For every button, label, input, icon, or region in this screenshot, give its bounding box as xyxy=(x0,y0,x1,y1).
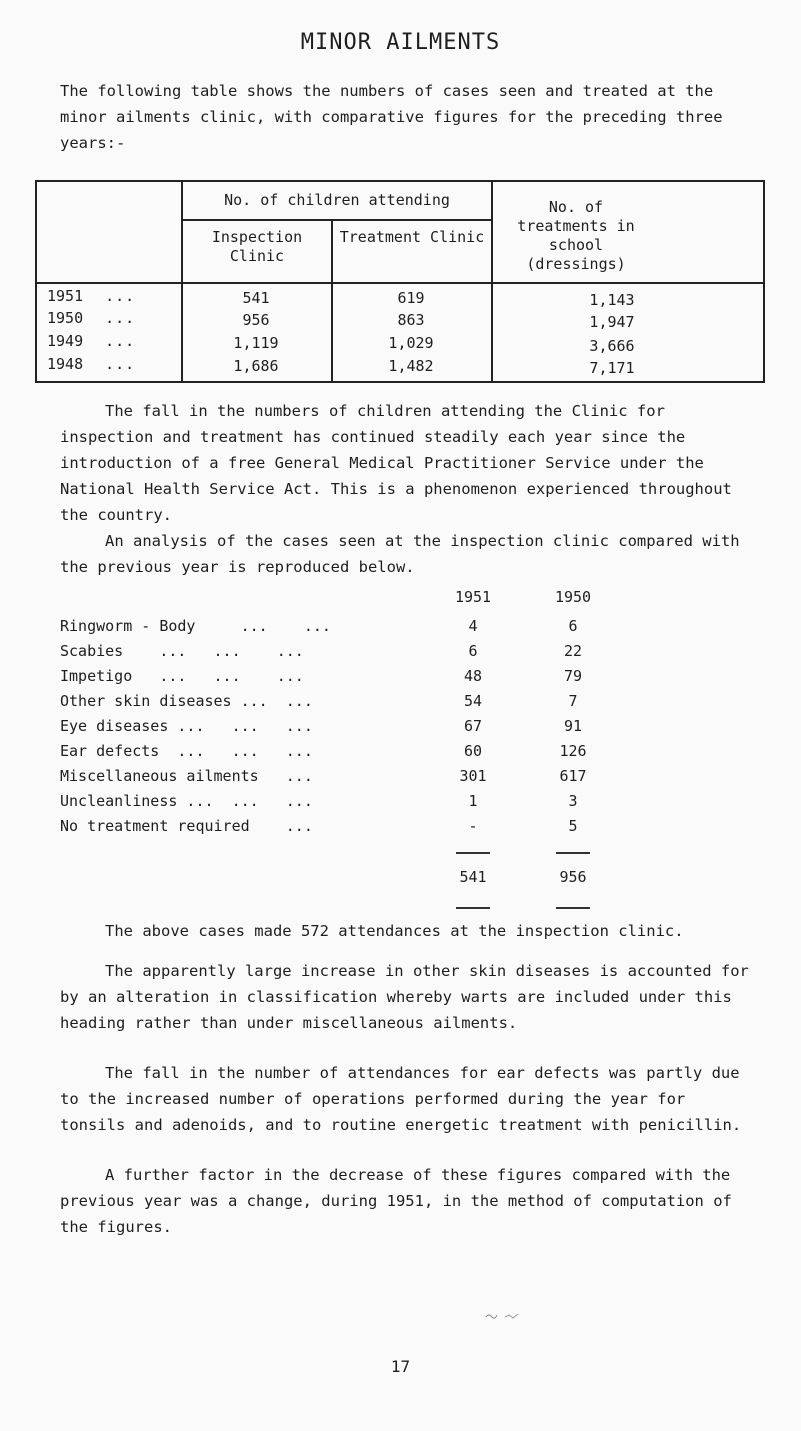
header-treatment-clinic: Treatment Clinic xyxy=(339,228,485,246)
table-divider xyxy=(37,282,763,284)
table-row-year: 1949 ... xyxy=(47,332,136,350)
table-row xyxy=(60,817,620,841)
intro-paragraph: The following table shows the numbers of cases seen and treated at the minor ailments clinic, with comparative figures for the preceding three years:- xyxy=(60,82,723,152)
inspection-value: 1,119 xyxy=(233,334,279,352)
table-row xyxy=(60,617,620,641)
analysis-paragraph: An analysis of the cases seen at the inspection clinic compared with the previous year is reproduced below. xyxy=(60,532,740,576)
school-value: 7,171 xyxy=(589,359,635,377)
analysis-table-header xyxy=(60,588,620,612)
attendance-table xyxy=(35,180,765,383)
value-1951: 54 xyxy=(463,692,483,710)
school-value: 1,143 xyxy=(589,291,635,309)
value-1951: - xyxy=(468,817,478,835)
sum-rule xyxy=(556,907,590,909)
header-children-attending: No. of children attending xyxy=(224,191,450,209)
header-school-treatments: No. of treatments in school (dressings) xyxy=(517,198,635,273)
attendances-paragraph: The above cases made 572 attendances at the inspection clinic. xyxy=(105,922,684,940)
value-1950: 126 xyxy=(559,742,587,760)
inspection-value: 541 xyxy=(242,289,270,307)
inspection-value: 956 xyxy=(242,311,270,329)
treatment-value: 863 xyxy=(397,311,425,329)
table-row-year: 1950 ... xyxy=(47,309,136,327)
row-label: Ear defects ... ... ... xyxy=(60,742,313,760)
column-1950: 1950 xyxy=(554,588,592,606)
inspection-value: 1,686 xyxy=(233,357,279,375)
table-row xyxy=(60,767,620,791)
value-1951: 4 xyxy=(468,617,478,635)
table-row xyxy=(60,742,620,766)
table-row xyxy=(60,642,620,666)
table-row xyxy=(60,667,620,691)
value-1950: 22 xyxy=(563,642,583,660)
table-row-year: 1951 ... xyxy=(47,287,136,305)
row-label: Scabies ... ... ... xyxy=(60,642,304,660)
value-1950: 79 xyxy=(563,667,583,685)
row-label: Other skin diseases ... ... xyxy=(60,692,313,710)
value-1951: 48 xyxy=(463,667,483,685)
ear-defects-paragraph: The fall in the number of attendances for ear defects was partly due to the increased number of operations performed during the year for tonsils and adenoids, and to routine energetic treatment with penicillin. xyxy=(60,1064,742,1134)
table-row xyxy=(60,792,620,816)
total-1951: 541 xyxy=(459,868,487,886)
sum-rule xyxy=(556,852,590,854)
table-row xyxy=(60,717,620,741)
treatment-value: 1,482 xyxy=(388,357,434,375)
row-label: Impetigo ... ... ... xyxy=(60,667,304,685)
value-1950: 6 xyxy=(568,617,578,635)
value-1950: 5 xyxy=(568,817,578,835)
school-value: 1,947 xyxy=(589,313,635,331)
row-label: Miscellaneous ailments ... xyxy=(60,767,313,785)
value-1951: 301 xyxy=(459,767,487,785)
value-1951: 60 xyxy=(463,742,483,760)
page-number: 17 xyxy=(390,1357,411,1376)
row-label: Eye diseases ... ... ... xyxy=(60,717,313,735)
total-1950: 956 xyxy=(559,868,587,886)
treatment-value: 1,029 xyxy=(388,334,434,352)
sum-rule xyxy=(456,852,490,854)
table-row-year: 1948 ... xyxy=(47,355,136,373)
treatment-value: 619 xyxy=(397,289,425,307)
stray-mark xyxy=(485,1312,521,1322)
row-label: Uncleanliness ... ... ... xyxy=(60,792,313,810)
table-divider xyxy=(181,219,491,221)
school-value: 3,666 xyxy=(589,337,635,355)
value-1950: 7 xyxy=(568,692,578,710)
row-label: Ringworm - Body ... ... xyxy=(60,617,331,635)
column-1951: 1951 xyxy=(454,588,492,606)
value-1950: 91 xyxy=(563,717,583,735)
further-factor-paragraph: A further factor in the decrease of these figures compared with the previous year was a change, during 1951, in the method of computation of the figures. xyxy=(60,1166,732,1236)
table-row xyxy=(60,692,620,716)
header-inspection-clinic: Inspection Clinic xyxy=(211,228,303,265)
value-1951: 67 xyxy=(463,717,483,735)
page-title: MINOR AILMENTS xyxy=(300,30,501,55)
sum-rule xyxy=(456,907,490,909)
value-1951: 6 xyxy=(468,642,478,660)
row-label: No treatment required ... xyxy=(60,817,313,835)
value-1951: 1 xyxy=(468,792,478,810)
fall-paragraph: The fall in the numbers of children attending the Clinic for inspection and treatment has continued steadily each year since the introduction of a free General Medical Practitioner Service under the National Health Service Act. This is a phenomenon experienced throughout the country. xyxy=(60,402,732,524)
value-1950: 617 xyxy=(559,767,587,785)
totals-row xyxy=(60,868,620,892)
value-1950: 3 xyxy=(568,792,578,810)
skin-diseases-paragraph: The apparently large increase in other skin diseases is accounted for by an alteration in classification whereby warts are included under this heading rather than under miscellaneous ailments. xyxy=(60,962,749,1032)
